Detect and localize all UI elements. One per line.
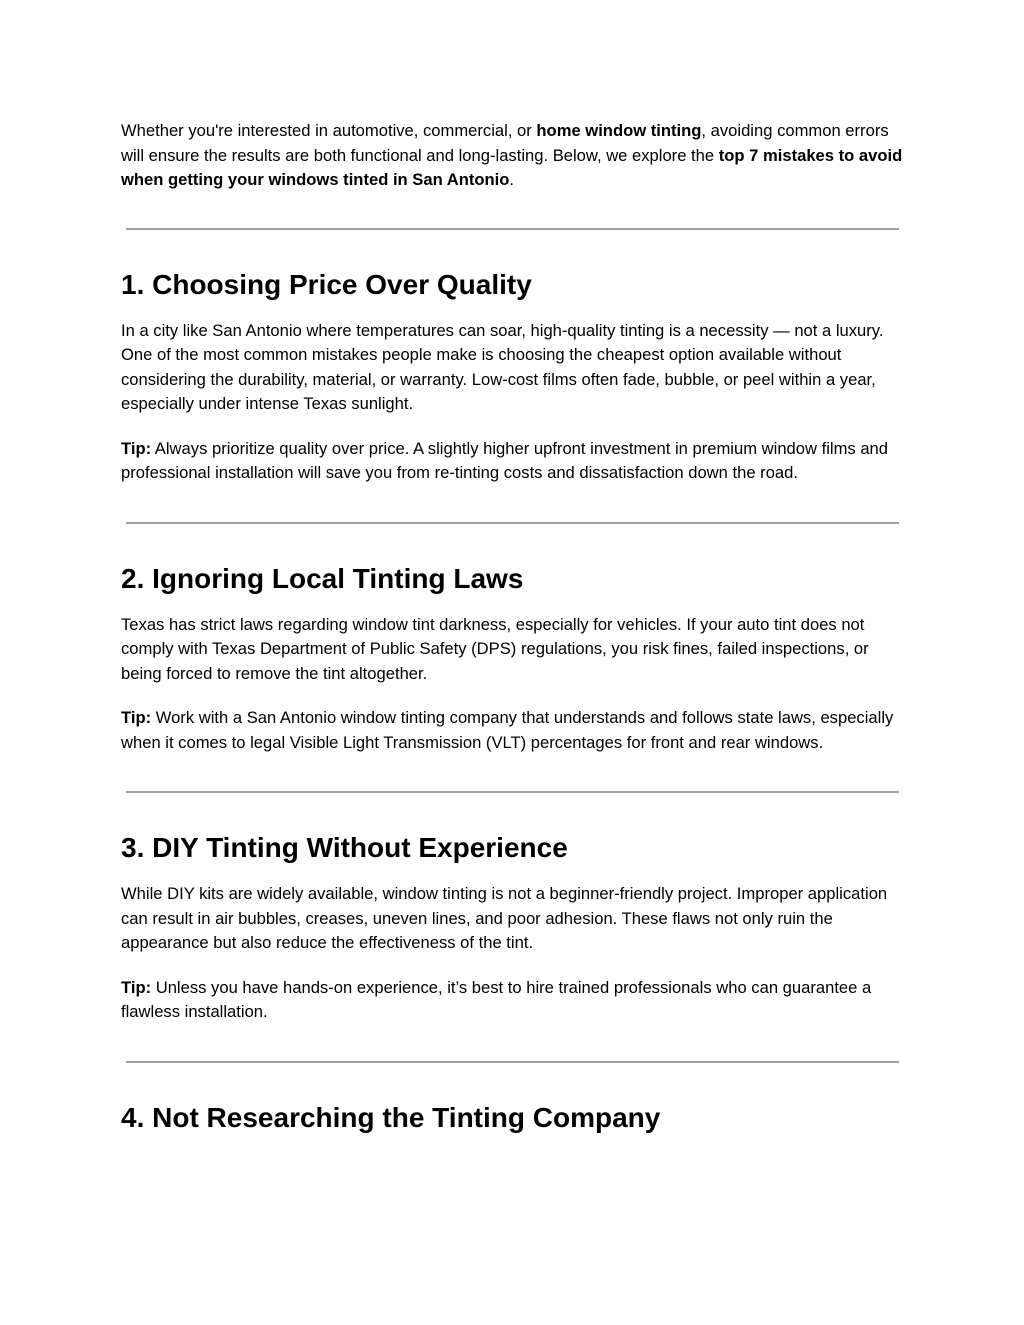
tip-label-1: Tip:: [121, 438, 152, 458]
section-heading-1: 1. Choosing Price Over Quality: [121, 268, 532, 300]
divider-2: [126, 522, 899, 524]
section-heading-3: 3. DIY Tinting Without Experience: [121, 832, 568, 863]
divider-1: [126, 228, 899, 230]
tip-text-3: Unless you have hands-on experience, it’s best to hire trained professionals who can guarantee a flawless installation.: [121, 977, 872, 1021]
section-tip-2: [121, 706, 905, 755]
intro-paragraph: [121, 119, 905, 193]
intro-bold-top-7-mistakes: top 7 mistakes to avoid when getting your windows tinted in San Antonio: [121, 145, 903, 189]
divider-3: [126, 791, 899, 793]
intro-text-1: Whether you're interested in automotive, commercial, or: [121, 121, 537, 140]
tip-text-2: Work with a San Antonio window tinting company that understands and follows state laws, especially when it comes to legal Visible Light Transmission (VLT) percentages for front and rear windows.: [121, 708, 894, 752]
section-body-2: Texas has strict laws regarding window tint darkness, especially for vehicles. If your auto tint does not comply with Texas Department of Public Safety (DPS) regulations, you risk fines, failed inspections, or being forced to remove the tint altogether.: [121, 614, 869, 683]
tip-label-3: Tip:: [121, 977, 152, 997]
intro-text-3: .: [509, 170, 515, 189]
section-heading-4: 4. Not Researching the Tinting Company: [121, 1101, 661, 1133]
tip-text-1: Always prioritize quality over price. A slightly higher upfront investment in premium window films and professional installation will save you from re-tinting costs and dissatisfaction down the road.: [121, 438, 889, 482]
tip-label-2: Tip:: [121, 708, 152, 727]
intro-text-2: , avoiding common errors will ensure the results are both functional and long-lasting. Below, we explore the: [121, 121, 889, 165]
divider-4: [126, 1061, 899, 1063]
section-heading-2: 2. Ignoring Local Tinting Laws: [121, 562, 524, 594]
intro-bold-home-window-tinting: home window tinting: [536, 121, 702, 140]
section-body-1: In a city like San Antonio where temperatures can soar, high-quality tinting is a necessity — not a luxury. One of the most common mistakes people make is choosing the cheapest option available without considering the durability, material, or warranty. Low-cost films often fade, bubble, or peel within a year, especially under intense Texas sunlight.: [121, 320, 884, 413]
section-body-3: While DIY kits are widely available, window tinting is not a beginner-friendly project. Improper application can result in air bubbles, creases, uneven lines, and poor adhesion. These flaws not only ruin the appearance but also reduce the effectiveness of the tint.: [121, 884, 888, 952]
section-tip-3: [121, 976, 905, 1025]
document-page: [121, 119, 905, 1135]
section-tip-1: [121, 437, 905, 486]
